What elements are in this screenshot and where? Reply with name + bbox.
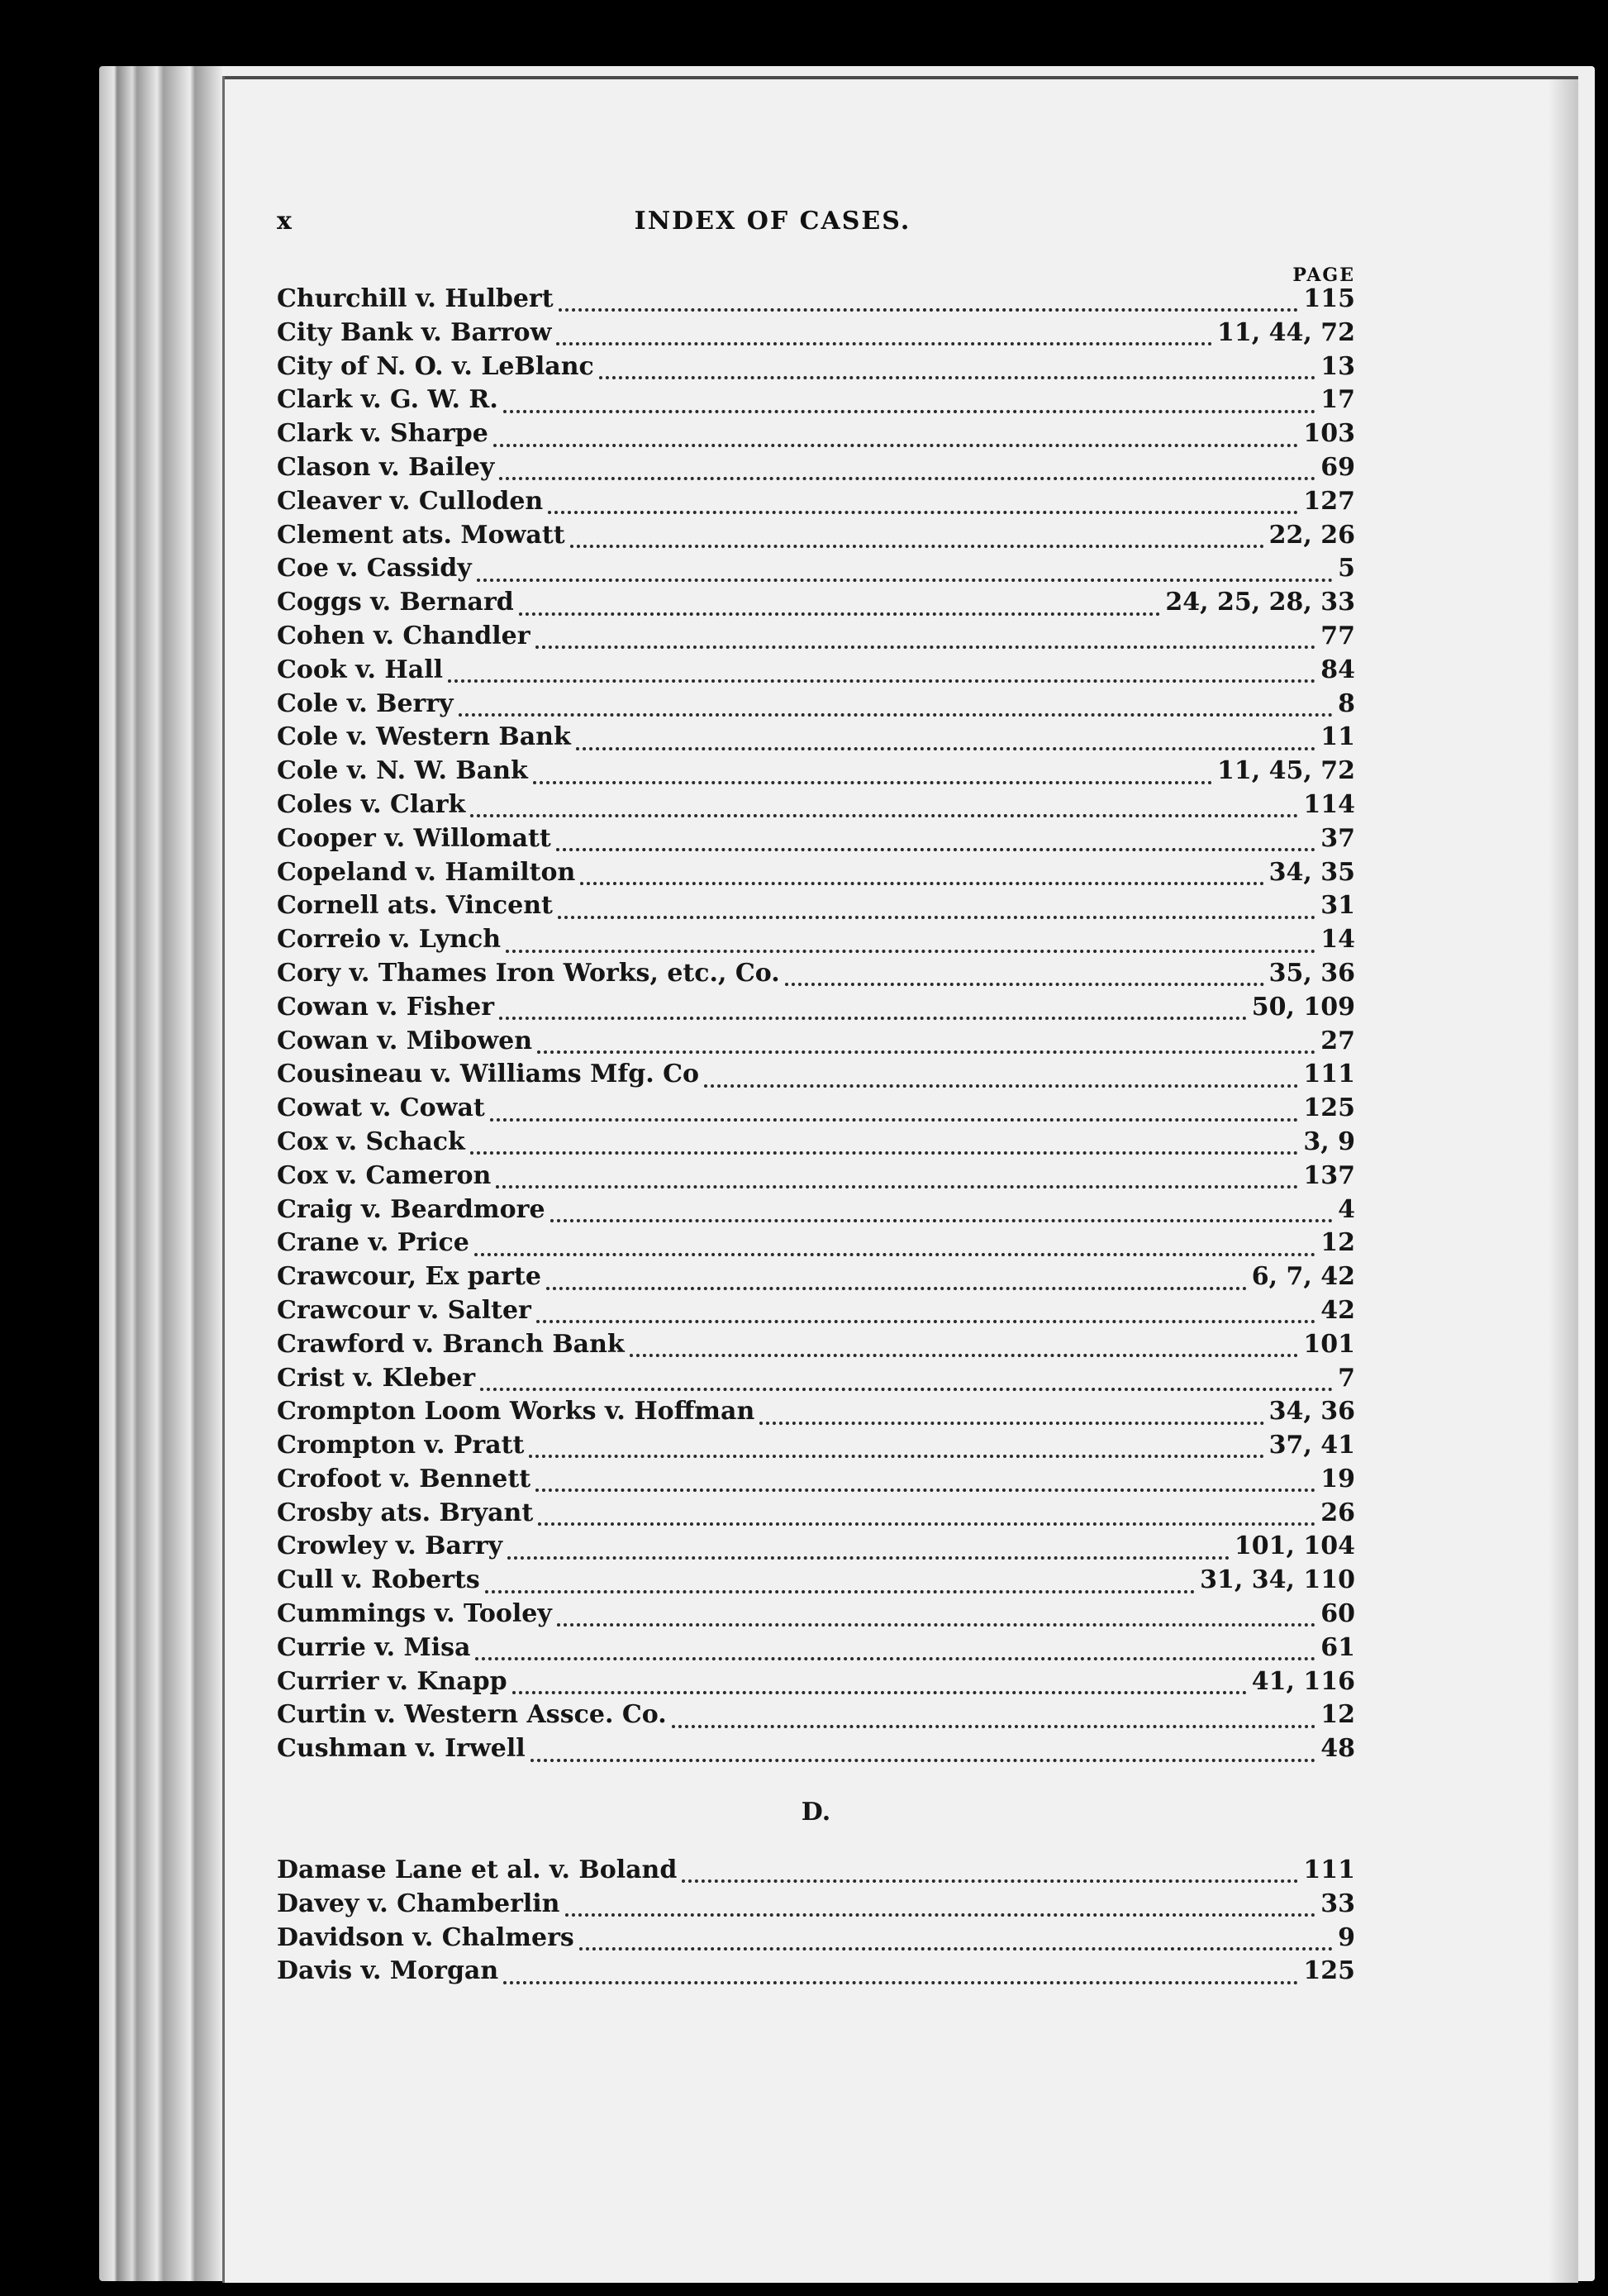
index-entry: [277, 1193, 1355, 1227]
case-name: Cooper v. Willomatt: [277, 823, 551, 853]
dot-leader: [536, 1310, 1315, 1323]
dot-leader: [496, 1175, 1298, 1188]
page-references: 12: [1320, 1228, 1355, 1258]
case-name: Crofoot v. Bennett: [277, 1464, 531, 1493]
index-entry: [277, 1025, 1355, 1059]
case-name: Crowley v. Barry: [277, 1531, 503, 1561]
page-references: 31, 34, 110: [1200, 1565, 1355, 1595]
case-name: Coe v. Cassidy: [277, 554, 472, 584]
dot-leader: [580, 872, 1263, 885]
index-entries: [277, 283, 1355, 1989]
case-name: Cull v. Roberts: [277, 1565, 480, 1595]
dot-leader: [672, 1715, 1316, 1728]
case-name: Currie v. Misa: [277, 1632, 471, 1662]
page-references: 84: [1320, 655, 1355, 684]
dot-leader: [759, 1412, 1263, 1425]
page-references: 60: [1320, 1599, 1355, 1629]
case-name: Crawford v. Branch Bank: [277, 1329, 625, 1359]
page-references: 4: [1338, 1194, 1355, 1224]
dot-leader: [570, 535, 1264, 548]
case-name: City Bank v. Barrow: [277, 317, 552, 347]
section-d-list: [277, 1854, 1355, 1989]
case-name: Cummings v. Tooley: [277, 1599, 552, 1629]
case-name: Davidson v. Chalmers: [277, 1922, 574, 1952]
dot-leader: [477, 569, 1334, 582]
dot-leader: [550, 1209, 1334, 1222]
case-name: Churchill v. Hulbert: [277, 284, 554, 313]
case-name: Cory v. Thames Iron Works, etc., Co.: [277, 958, 780, 988]
dot-leader: [599, 366, 1315, 379]
dot-leader: [548, 501, 1298, 514]
index-entry: [277, 1854, 1355, 1888]
page-references: 37: [1320, 823, 1355, 853]
index-entry: [277, 1922, 1355, 1955]
page-references: 111: [1303, 1060, 1355, 1089]
page-title: INDEX OF CASES.: [634, 207, 911, 236]
index-entry: [277, 485, 1355, 519]
case-name: Cowan v. Mibowen: [277, 1026, 533, 1055]
index-entry: [277, 1160, 1355, 1193]
dot-leader: [579, 1937, 1333, 1951]
index-entry: [277, 1126, 1355, 1160]
page-references: 115: [1303, 284, 1355, 313]
index-entry: [277, 755, 1355, 788]
page-column-label: PAGE: [1292, 264, 1355, 286]
index-entry: [277, 1294, 1355, 1328]
page-references: 5: [1338, 554, 1355, 584]
case-name: Clement ats. Mowatt: [277, 520, 565, 550]
dot-leader: [507, 1546, 1230, 1560]
dot-leader: [537, 1041, 1315, 1054]
index-entry: [277, 822, 1355, 856]
index-entry: [277, 1530, 1355, 1564]
dot-leader: [503, 400, 1315, 413]
page-references: 41, 116: [1251, 1666, 1355, 1696]
index-entry: [277, 552, 1355, 586]
dot-leader: [704, 1074, 1298, 1088]
index-entry: [277, 519, 1355, 553]
index-entry: [277, 957, 1355, 991]
dot-leader: [533, 771, 1212, 784]
case-name: Cornell ats. Vincent: [277, 891, 553, 921]
page-references: 103: [1303, 419, 1355, 449]
index-entry: [277, 1362, 1355, 1396]
index-entry: [277, 1955, 1355, 1989]
page-references: 125: [1303, 1093, 1355, 1123]
page-references: 137: [1303, 1160, 1355, 1190]
page-references: 34, 36: [1268, 1397, 1355, 1427]
case-name: Crompton Loom Works v. Hoffman: [277, 1397, 755, 1427]
page-references: 101: [1303, 1329, 1355, 1359]
page-references: 61: [1320, 1632, 1355, 1662]
index-entry: [277, 1564, 1355, 1598]
index-entry: [277, 923, 1355, 957]
page-references: 13: [1320, 351, 1355, 381]
case-name: Cole v. N. W. Bank: [277, 756, 528, 786]
case-name: Crompton v. Pratt: [277, 1431, 525, 1460]
index-entry: [277, 1631, 1355, 1665]
case-name: Crist v. Kleber: [277, 1363, 475, 1393]
case-name: Cook v. Hall: [277, 655, 444, 684]
page-references: 34, 35: [1268, 857, 1355, 887]
case-name: Crane v. Price: [277, 1228, 469, 1258]
page-references: 9: [1338, 1922, 1355, 1952]
case-name: Cushman v. Irwell: [277, 1734, 526, 1764]
index-entry: [277, 1227, 1355, 1260]
dot-leader: [470, 804, 1298, 817]
index-entry: [277, 317, 1355, 350]
page-references: 37, 41: [1268, 1431, 1355, 1460]
page-references: 26: [1320, 1498, 1355, 1527]
dot-leader: [499, 467, 1315, 480]
page-references: 69: [1320, 452, 1355, 482]
page-references: 8: [1338, 688, 1355, 718]
index-entry: [277, 586, 1355, 620]
page-references: 3, 9: [1303, 1127, 1355, 1156]
dot-leader: [538, 1512, 1315, 1526]
index-entry: [277, 1888, 1355, 1922]
index-entry: [277, 1698, 1355, 1732]
page-references: 114: [1303, 789, 1355, 819]
page-references: 101, 104: [1234, 1531, 1355, 1561]
page-references: 11, 44, 72: [1216, 317, 1355, 347]
page-references: 24, 25, 28, 33: [1165, 588, 1355, 617]
case-name: Cole v. Western Bank: [277, 722, 571, 752]
case-name: Cox v. Schack: [277, 1127, 465, 1156]
dot-leader: [448, 669, 1315, 683]
index-entry: [277, 788, 1355, 822]
case-name: Crawcour, Ex parte: [277, 1262, 541, 1292]
index-entry: [277, 1260, 1355, 1294]
dot-leader: [475, 1647, 1315, 1660]
case-name: Clark v. G. W. R.: [277, 385, 498, 415]
dot-leader: [459, 703, 1334, 717]
page-folio: x: [277, 207, 293, 236]
index-entry: [277, 1732, 1355, 1766]
dot-leader: [493, 434, 1299, 447]
dot-leader: [535, 636, 1316, 649]
index-entry: [277, 856, 1355, 890]
dot-leader: [519, 603, 1161, 616]
page-references: 11, 45, 72: [1216, 756, 1355, 786]
dot-leader: [530, 1749, 1316, 1762]
index-entry: [277, 620, 1355, 654]
page-references: 35, 36: [1268, 958, 1355, 988]
dot-leader: [485, 1580, 1195, 1593]
dot-leader: [630, 1344, 1299, 1357]
case-name: Crosby ats. Bryant: [277, 1498, 534, 1527]
index-entry: [277, 1665, 1355, 1699]
case-name: Copeland v. Hamilton: [277, 857, 576, 887]
index-entry: [277, 991, 1355, 1025]
dot-leader: [556, 838, 1315, 851]
case-name: Coggs v. Bernard: [277, 588, 514, 617]
case-name: City of N. O. v. LeBlanc: [277, 351, 594, 381]
page-references: 42: [1320, 1295, 1355, 1325]
index-entry: [277, 1395, 1355, 1429]
index-entry: [277, 383, 1355, 417]
case-name: Cox v. Cameron: [277, 1160, 492, 1190]
index-entry: [277, 688, 1355, 722]
page-references: 77: [1320, 621, 1355, 650]
case-name: Davey v. Chamberlin: [277, 1889, 560, 1918]
page-references: 48: [1320, 1734, 1355, 1764]
index-entry: [277, 721, 1355, 755]
dot-leader: [499, 1007, 1247, 1020]
page-references: 7: [1338, 1363, 1355, 1393]
index-entry: [277, 350, 1355, 384]
index-entry: [277, 451, 1355, 485]
case-name: Clark v. Sharpe: [277, 419, 488, 449]
dot-leader: [503, 1971, 1298, 1984]
index-entry: [277, 1429, 1355, 1463]
case-name: Cole v. Berry: [277, 688, 454, 718]
dot-leader: [546, 1277, 1247, 1290]
case-name: Cousineau v. Williams Mfg. Co: [277, 1060, 700, 1089]
case-name: Correio v. Lynch: [277, 925, 502, 955]
page-references: 12: [1320, 1700, 1355, 1730]
index-entry: [277, 1463, 1355, 1497]
index-entry: [277, 889, 1355, 923]
dot-leader: [559, 298, 1299, 312]
page-references: 11: [1320, 722, 1355, 752]
section-letter-d: D.: [801, 1798, 831, 1827]
index-entry: [277, 283, 1355, 317]
case-name: Cohen v. Chandler: [277, 621, 530, 650]
case-name: Coles v. Clark: [277, 789, 466, 819]
dot-leader: [682, 1870, 1298, 1883]
index-entry: [277, 1092, 1355, 1126]
dot-leader: [558, 906, 1315, 919]
case-name: Curtin v. Western Assce. Co.: [277, 1700, 667, 1730]
index-entry: [277, 1497, 1355, 1531]
index-entry: [277, 1598, 1355, 1631]
dot-leader: [565, 1903, 1316, 1917]
dot-leader: [506, 940, 1315, 953]
page-references: 50, 109: [1251, 992, 1355, 1022]
index-entry: [277, 417, 1355, 451]
page-references: 31: [1320, 891, 1355, 921]
case-name: Damase Lane et al. v. Boland: [277, 1855, 678, 1885]
page-references: 27: [1320, 1026, 1355, 1055]
case-name: Clason v. Bailey: [277, 452, 495, 482]
page-references: 22, 26: [1268, 520, 1355, 550]
index-entry: [277, 1058, 1355, 1092]
section-c-list: [277, 283, 1355, 1766]
case-name: Currier v. Knapp: [277, 1666, 507, 1696]
case-name: Crawcour v. Salter: [277, 1295, 531, 1325]
dot-leader: [556, 332, 1212, 345]
case-name: Cleaver v. Culloden: [277, 486, 544, 516]
case-name: Craig v. Beardmore: [277, 1194, 545, 1224]
case-name: Davis v. Morgan: [277, 1956, 499, 1986]
page-references: 6, 7, 42: [1251, 1262, 1355, 1292]
dot-leader: [470, 1141, 1299, 1155]
case-name: Cowan v. Fisher: [277, 992, 494, 1022]
dot-leader: [490, 1108, 1299, 1122]
index-entry: [277, 654, 1355, 688]
case-name: Cowat v. Cowat: [277, 1093, 485, 1123]
page-references: 33: [1320, 1889, 1355, 1918]
dot-leader: [535, 1479, 1315, 1492]
dot-leader: [480, 1378, 1333, 1391]
page-references: 111: [1303, 1855, 1355, 1885]
dot-leader: [529, 1445, 1263, 1458]
dot-leader: [576, 737, 1316, 750]
page-references: 127: [1303, 486, 1355, 516]
dot-leader: [474, 1243, 1315, 1256]
dot-leader: [557, 1613, 1315, 1627]
page-references: 125: [1303, 1956, 1355, 1986]
index-entry: [277, 1328, 1355, 1362]
page-shadow: [1549, 79, 1578, 2283]
dot-leader: [785, 973, 1264, 986]
page-references: 19: [1320, 1464, 1355, 1493]
dot-leader: [512, 1681, 1247, 1694]
page-references: 17: [1320, 385, 1355, 415]
page-references: 14: [1320, 925, 1355, 955]
